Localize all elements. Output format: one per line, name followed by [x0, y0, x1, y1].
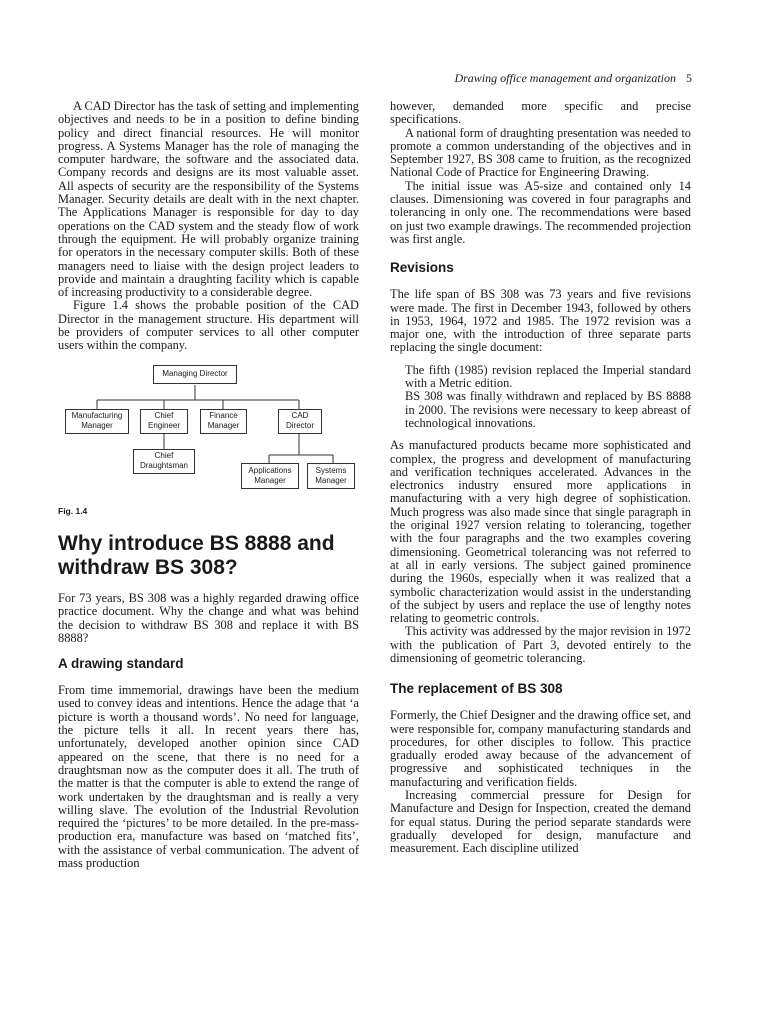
- paragraph-continued: however, demanded more specific and precise specifications.: [390, 99, 691, 127]
- paragraph-formerly: Formerly, the Chief Designer and the drawing office set, and were responsible for, company manufacturing standards and procedures, for other disciples to follow. This practice gradually eroded away because of the advancement of progressive and sophisticated techniques in the manufacturing and verification fields.: [390, 708, 691, 789]
- paragraph-cad-director: A CAD Director has the task of setting and implementing objectives and needs to be in a position to define binding policy and direct financial resources. He will monitor progress. A Systems Manager has the role of managing the computer hardware, the software and the associated data. Company records and designs are its most valuable asset. All aspects of security are the responsibility of the Systems Manager. Security details are dealt with in the next chapter. The Applications Manager is responsible for day to day operations on the CAD system and the steady flow of work through the equipment. He will probably organize training for operators in the necessary computer skills. Both of these managers need to liaise with the design project leaders to provide and maintain a draughting facility which is capable of increasing productivity to a considerable degree.: [58, 99, 359, 300]
- paragraph-national-form: A national form of draughting presentation was needed to promote a common understanding of the objectives and in September 1927, BS 308 came to fruition, as the recognized National Code of Practice for Engineering Drawing.: [390, 125, 691, 180]
- paragraph-manufactured-products: As manufactured products became more sophisticated and complex, the progress and development of manufacturing and verification techniques accelerated. Advances in the electronics industry ensured more applications in manufacturing with a very high degree of sophistication. Much progress was also made since that single paragraph in the original 1927 version relating to tolerancing, together with the four paragraphs and the two examples covering dimensioning. Geometrical tolerancing was not referred to at all in early versions. The subject gained prominence during the 1960s, especially when it was realized that a symbolic characterization would assist in the understanding of the subject by users and replace the use of lengthy notes relating to geometric controls.: [390, 438, 691, 626]
- block-fifth-revision: The fifth (1985) revision replaced the Imperial standard with a Metric edition.: [405, 362, 691, 391]
- paragraph-life-span: The life span of BS 308 was 73 years and five revisions were made. The first in December 1943, followed by others in 1953, 1964, 1972 and 1985. The 1972 revision was a major one, with the introduction of three separate parts replacing the single document:: [390, 287, 691, 355]
- paragraph-figure-reference: Figure 1.4 shows the probable position of the CAD Director in the management structure. His department will be providers of computer services to all other computer users within the company.: [58, 298, 359, 353]
- subheading-replacement: The replacement of BS 308: [390, 681, 563, 697]
- left-column: [58, 100, 359, 870]
- indented-block: [390, 364, 691, 430]
- box-managing-director: Managing Director: [153, 365, 237, 384]
- org-chart-figure: [58, 365, 359, 495]
- subheading-revisions: Revisions: [390, 260, 454, 276]
- paragraph-commercial-pressure: Increasing commercial pressure for Design for Manufacture and Design for Inspection, created the demand for equal status. During the period separate standards were gradually developed for design, manufacture and measurement. Each discipline utilized: [390, 788, 691, 856]
- figure-caption: Fig. 1.4: [58, 505, 88, 516]
- paragraph-drawing-standard: From time immemorial, drawings have been the medium used to convey ideas and intentions. Hence the adage that ‘a picture is worth a thousand words’. No need for language, the picture tells it all. In recent years there has, unfortunately, developed another opinion since CAD appeared on the scene, that there is no need for a draughtsman now as the computer does it all. The truth of the matter is that the computer is able to extend the range of work undertaken by the draughtsman and is really a very willing slave. The evolution of the Industrial Revolution required the ‘pictures’ to be more detailed. In the pre-mass-production era, manufacture was based on ‘matched fits’, with the assistance of verbal communication. The advent of mass production: [58, 683, 359, 870]
- paragraph-activity-addressed: This activity was addressed by the major revision in 1972 with the publication of Part 3, devoted entirely to the dimensioning of geometric tolerancing.: [390, 624, 691, 665]
- paragraph-intro-question: For 73 years, BS 308 was a highly regarded drawing office practice document. Why the change and what was behind the decision to withdraw BS 308 and replace it with BS 8888?: [58, 590, 359, 645]
- page-number: 5: [686, 71, 692, 85]
- box-finance-manager: Finance Manager: [200, 409, 247, 434]
- paragraph-initial-issue: The initial issue was A5-size and contained only 14 clauses. Dimensioning was covered in four paragraphs and tolerancing in only one. The recommendations were based on just two example drawings. The recommended projection was first angle.: [390, 178, 691, 246]
- block-withdrawn: BS 308 was finally withdrawn and replaced by BS 8888 in 2000. The revisions were necessary to keep abreast of technological innovations.: [405, 389, 691, 430]
- box-manufacturing-manager: Manufacturing Manager: [65, 409, 129, 434]
- running-head: [420, 71, 692, 86]
- box-cad-director: CAD Director: [278, 409, 322, 434]
- box-chief-engineer: Chief Engineer: [140, 409, 188, 434]
- section-heading-why-introduce: Why introduce BS 8888 and withdraw BS 308?: [58, 531, 335, 579]
- box-systems-manager: Systems Manager: [307, 463, 355, 489]
- subheading-drawing-standard: A drawing standard: [58, 656, 184, 672]
- right-column: [390, 100, 691, 856]
- box-chief-draughtsman: Chief Draughtsman: [133, 449, 195, 474]
- box-applications-manager: Applications Manager: [241, 463, 299, 489]
- running-title: Drawing office management and organization: [454, 71, 676, 85]
